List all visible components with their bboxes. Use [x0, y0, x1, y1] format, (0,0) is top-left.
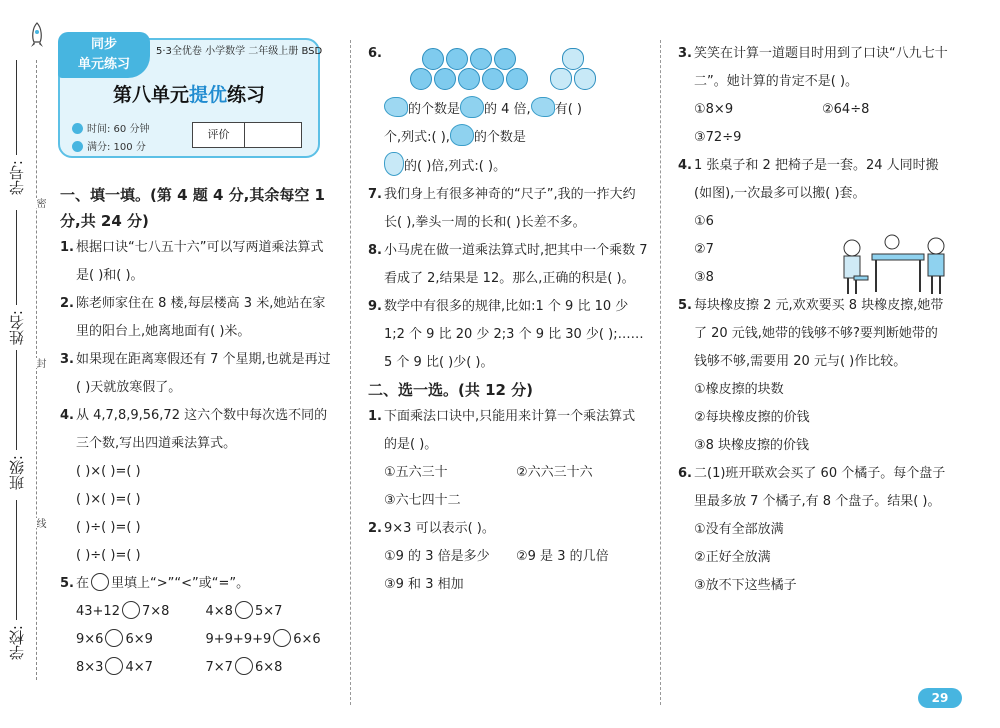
option-row [678, 96, 950, 124]
compare-circle[interactable] [235, 657, 253, 675]
score-text: 满分: 100 分 [87, 142, 146, 153]
question-text: 的个数是 [473, 130, 526, 145]
evaluation-box [192, 122, 302, 148]
option[interactable]: ③六七四十二 [384, 493, 461, 508]
question-number: 4. [60, 408, 74, 423]
choice-6 [678, 460, 950, 516]
question-number: 5. [678, 298, 692, 313]
title-highlight: 提优 [188, 84, 227, 106]
expr: 9+9+9+9 [205, 632, 272, 647]
option[interactable]: ②9 是 3 的几倍 [516, 549, 609, 564]
expr: 7×8 [141, 604, 170, 619]
choice-5 [678, 292, 950, 376]
question-text: 下面乘法口诀中,只能用来计算一个乘法算式的是( )。 [384, 409, 636, 452]
question-number: 4. [678, 158, 692, 173]
tag-line: 单元练习 [77, 57, 130, 72]
option[interactable]: ③放不下这些橘子 [694, 578, 797, 593]
seal-mark: 密 [34, 198, 45, 208]
expr: 5×7 [254, 604, 283, 619]
compare-circle[interactable] [235, 601, 253, 619]
section-fill-in: 一、填一填。(第 4 题 4 分,其余每空 1 分,共 24 分) [60, 186, 325, 230]
circle-blank-icon [91, 573, 109, 591]
seal-mark: 封 [34, 358, 45, 368]
evaluation-label: 评价 [193, 123, 245, 147]
question-6-line [368, 152, 648, 181]
unit-header [58, 37, 323, 158]
question-number: 2. [368, 521, 382, 536]
option[interactable]: ②正好全放满 [694, 550, 771, 565]
student-id-label: 学号: [8, 160, 26, 196]
option[interactable]: ①橡皮擦的块数 [694, 382, 784, 397]
seal-mark: 线 [34, 518, 45, 528]
blank-row [60, 514, 335, 542]
column-divider [660, 40, 661, 705]
tag-line: 同步 [90, 37, 117, 52]
question-text: 里填上“>”“<”或“=”。 [111, 576, 250, 591]
series-label: 5·3全优卷 小学数学 二年级上册 BSD [156, 46, 323, 57]
question-number: 9. [368, 299, 382, 314]
title-part: 练习 [227, 84, 266, 106]
binding-strip [0, 0, 52, 728]
question-1 [60, 234, 335, 290]
expr: 6×8 [254, 660, 283, 675]
compare-row [60, 598, 335, 626]
option[interactable]: ②每块橡皮擦的价钱 [694, 410, 810, 425]
expr: 43+12 [76, 604, 120, 619]
expr: 7×7 [205, 660, 233, 675]
section-choice: 二、选一选。(共 12 分) [368, 381, 534, 399]
choice-2 [368, 515, 648, 543]
answer-blank: ( )×( )=( ) [76, 464, 141, 479]
option[interactable]: ③8 [694, 270, 714, 285]
score-info [72, 138, 146, 153]
question-3 [60, 346, 335, 402]
option[interactable]: ②7 [694, 242, 714, 257]
expr: 6×6 [293, 632, 321, 647]
expr: 4×7 [125, 660, 153, 675]
question-8 [368, 237, 648, 293]
option[interactable]: ②六六三十六 [516, 465, 593, 480]
answer-blank: ( )÷( )=( ) [76, 548, 141, 563]
column-2 [368, 40, 648, 599]
question-text: 9×3 可以表示( )。 [384, 521, 495, 536]
option[interactable]: ①9 的 3 倍是多少 [384, 549, 490, 564]
question-number: 3. [60, 352, 74, 367]
time-text: 时间: 60 分钟 [87, 124, 150, 135]
name-label: 姓名: [8, 310, 26, 346]
column-3 [678, 40, 950, 600]
option[interactable]: ②64÷8 [822, 102, 870, 117]
rocket-icon [28, 22, 46, 50]
question-number: 1. [368, 409, 382, 424]
question-text: 如果现在距离寒假还有 7 个星期,也就是再过( )天就放寒假了。 [76, 352, 331, 395]
page-number: 29 [918, 688, 962, 708]
question-text: 小马虎在做一道乘法算式时,把其中一个乘数 7 看成了 2,结果是 12。那么,正确的积是( )。 [384, 243, 648, 286]
compare-circle[interactable] [273, 629, 291, 647]
question-text: 数学中有很多的规律,比如:1 个 9 比 10 少 1;2 个 9 比 20 少 2;3 个 9 比 30 少( );……5 个 9 比( )少( )。 [384, 299, 644, 370]
option[interactable]: ③9 和 3 相加 [384, 577, 464, 592]
compare-row [60, 626, 335, 654]
blank-row [60, 486, 335, 514]
question-6-line [368, 96, 648, 124]
question-number: 6. [678, 466, 692, 481]
compare-circle[interactable] [105, 657, 123, 675]
question-number: 6. [368, 46, 382, 61]
expr: 4×8 [205, 604, 233, 619]
option-row [368, 459, 648, 487]
question-text: 个,列式:( ), [384, 130, 450, 145]
question-text: 二(1)班开联欢会买了 60 个橘子。每个盘子里最多放 7 个橘子,有 8 个盘子。结果( )。 [694, 466, 946, 509]
class-label: 班级: [8, 455, 26, 491]
evaluation-field[interactable] [245, 123, 301, 147]
compare-circle[interactable] [105, 629, 123, 647]
question-text: 有( ) [554, 102, 582, 117]
question-5 [60, 570, 335, 598]
blank-row [60, 458, 335, 486]
sync-tag [58, 32, 150, 78]
check-icon [72, 141, 83, 152]
column-divider [350, 40, 351, 705]
option[interactable]: ①五六三十 [384, 465, 448, 480]
option[interactable]: ③72÷9 [694, 130, 742, 145]
apple-icon [460, 96, 484, 118]
option[interactable]: ①6 [694, 214, 714, 229]
question-text: 的( )倍,列式:( )。 [404, 159, 507, 174]
answer-blank: ( )×( )=( ) [76, 492, 141, 507]
question-6-number [368, 40, 648, 96]
question-text: 的 4 倍, [484, 102, 531, 117]
question-number: 8. [368, 243, 382, 258]
school-label: 学校: [8, 625, 26, 661]
question-number: 2. [60, 296, 74, 311]
expr: 9×6 [76, 632, 104, 647]
peach-icon [531, 97, 555, 117]
column-1 [60, 182, 335, 682]
question-number: 3. [678, 46, 692, 61]
answer-blank: ( )÷( )=( ) [76, 520, 141, 535]
option[interactable]: ③8 块橡皮擦的价钱 [694, 438, 810, 453]
question-9 [368, 293, 648, 377]
question-text: 笑笑在计算一道题目时用到了口诀“八九七十二”。她计算的肯定不是( )。 [694, 46, 948, 89]
question-text: 我们身上有很多神奇的“尺子”,我的一拃大约长( ),拳头一周的长和( )长差不多。 [384, 187, 636, 230]
question-text: 每块橡皮擦 2 元,欢欢要买 8 块橡皮擦,她带了 20 元钱,她带的钱够不够?要判断她带的钱够不够,需要用 20 元与( )作比较。 [694, 298, 944, 369]
choice-3 [678, 40, 950, 96]
compare-row [60, 654, 335, 682]
question-number: 7. [368, 187, 382, 202]
question-2 [60, 290, 335, 346]
question-text: 根据口诀“七八五十六”可以写两道乘法算式是( )和( )。 [76, 240, 324, 283]
choice-1 [368, 403, 648, 459]
question-text: 陈老师家住在 8 楼,每层楼高 3 米,她站在家里的阳台上,她离地面有( )米。 [76, 296, 326, 339]
title-part: 第八单元 [112, 84, 189, 106]
question-number: 5. [60, 576, 74, 591]
choice-4 [678, 152, 950, 208]
question-text: 从 4,7,8,9,56,72 这六个数中每次选不同的三个数,写出四道乘法算式。 [76, 408, 328, 451]
question-number: 1. [60, 240, 74, 255]
time-info [72, 120, 149, 135]
question-text: 在 [76, 576, 90, 591]
question-7 [368, 181, 648, 237]
clock-icon [72, 123, 83, 134]
question-6-line [368, 124, 648, 152]
expr: 6×9 [125, 632, 153, 647]
compare-circle[interactable] [122, 601, 140, 619]
question-4 [60, 402, 335, 458]
peach-icon [384, 97, 408, 117]
blank-row [60, 542, 335, 570]
option[interactable]: ①没有全部放满 [694, 522, 784, 537]
pear-icon [384, 152, 404, 176]
question-text: 的个数是 [408, 102, 461, 117]
page-title [60, 80, 318, 107]
question-text: 1 张桌子和 2 把椅子是一套。24 人同时搬(如图),一次最多可以搬( )套。 [694, 158, 939, 201]
option[interactable]: ①8×9 [694, 102, 734, 117]
apple-icon [450, 124, 474, 146]
option-row [368, 543, 648, 571]
expr: 8×3 [76, 660, 104, 675]
